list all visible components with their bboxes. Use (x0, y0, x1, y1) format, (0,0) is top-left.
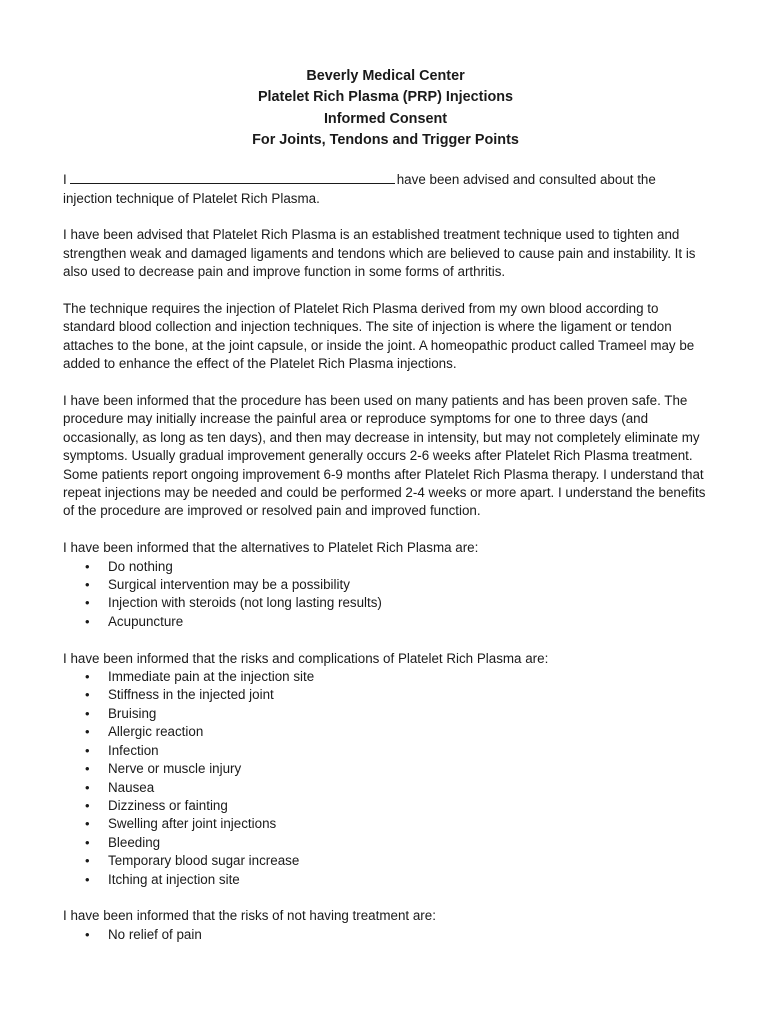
bullet-icon: • (85, 871, 90, 887)
intro-line-2: injection technique of Platelet Rich Plasma. (63, 190, 320, 206)
list-item: • Surgical intervention may be a possibility (63, 576, 711, 594)
bullet-icon: • (85, 558, 90, 574)
list-item: • Stiffness in the injected joint (63, 686, 711, 704)
risks-intro: I have been informed that the risks and complications of Platelet Rich Plasma are: (63, 650, 549, 666)
alternatives-list (63, 558, 711, 632)
bullet-icon: • (85, 779, 90, 795)
paragraph-purpose: I have been advised that Platelet Rich Plasma is an established treatment technique used to tighten and strengthen weak and damaged ligaments and tendons which are believed to cause pain and instability. It is also used to decrease pain and improve function in some forms of arthritis. (63, 227, 696, 280)
list-item: • Bleeding (63, 834, 711, 852)
bullet-icon: • (85, 687, 90, 703)
list-item: • Injection with steroids (not long lasting results) (63, 594, 711, 612)
paragraph-safety-and-benefits: I have been informed that the procedure has been used on many patients and has been proven safe. The procedure may initially increase the painful area or reproduce symptoms for one to three days (and occasionally, as long as ten days), and then may decrease in intensity, but may not completely eliminate my symptoms. Usually gradual improvement generally occurs 2-6 weeks after Platelet Rich Plasma treatment. Some patients report ongoing improvement 6-9 months after Platelet Rich Plasma therapy. I understand that repeat injections may be needed and could be performed 2-4 weeks or more apart. I understand the benefits of the procedure are improved or resolved pain and improved function. (63, 393, 706, 519)
list-item: • Allergic reaction (63, 723, 711, 741)
no-treatment-intro: I have been informed that the risks of not having treatment are: (63, 908, 436, 924)
list-item: • Infection (63, 742, 711, 760)
intro-suffix: have been advised and consulted about the (396, 172, 656, 188)
document-subtitle: For Joints, Tendons and Trigger Points (252, 131, 519, 148)
bullet-icon: • (85, 761, 90, 777)
alternatives-intro: I have been informed that the alternatives to Platelet Rich Plasma are: (63, 540, 479, 556)
intro-prefix: I (63, 172, 67, 188)
bullet-icon: • (85, 669, 90, 685)
list-item: • Acupuncture (63, 613, 711, 631)
bullet-icon: • (85, 834, 90, 850)
bullet-icon: • (85, 705, 90, 721)
bullet-icon: • (85, 853, 90, 869)
list-item: • Itching at injection site (63, 871, 711, 889)
list-item: • No relief of pain (63, 926, 711, 944)
list-item: • Bruising (63, 705, 711, 723)
bullet-icon: • (85, 724, 90, 740)
bullet-icon: • (85, 797, 90, 813)
procedure-title: Platelet Rich Plasma (PRP) Injections (257, 89, 514, 106)
list-item: • Immediate pain at the injection site (63, 668, 711, 686)
list-item: • Nerve or muscle injury (63, 760, 711, 778)
bullet-icon: • (85, 595, 90, 611)
bullet-icon: • (85, 816, 90, 832)
list-item: • Do nothing (63, 558, 711, 576)
list-item: • Dizziness or fainting (63, 797, 711, 815)
bullet-icon: • (85, 926, 90, 942)
document-type: Informed Consent (323, 110, 448, 127)
paragraph-technique: The technique requires the injection of Platelet Rich Plasma derived from my own blood according to standard blood collection and injection techniques. The site of injection is where the ligament or tendon attaches to the bone, at the joint capsule, or inside the joint. A homeopathic product called Trameel may be added to enhance the effect of the Platelet Rich Plasma injections. (63, 301, 695, 372)
bullet-icon: • (85, 577, 90, 593)
bullet-icon: • (85, 742, 90, 758)
document-header (60, 66, 711, 151)
list-item: • Temporary blood sugar increase (63, 852, 711, 870)
consent-document-page (63, 66, 711, 963)
patient-name-blank-line[interactable] (70, 170, 395, 184)
list-item: • Swelling after joint injections (63, 815, 711, 833)
risks-list (63, 668, 711, 889)
clinic-name: Beverly Medical Center (306, 68, 465, 84)
intro-statement (63, 170, 711, 208)
bullet-icon: • (85, 613, 90, 629)
list-item: • Nausea (63, 779, 711, 797)
no-treatment-list (63, 926, 711, 944)
